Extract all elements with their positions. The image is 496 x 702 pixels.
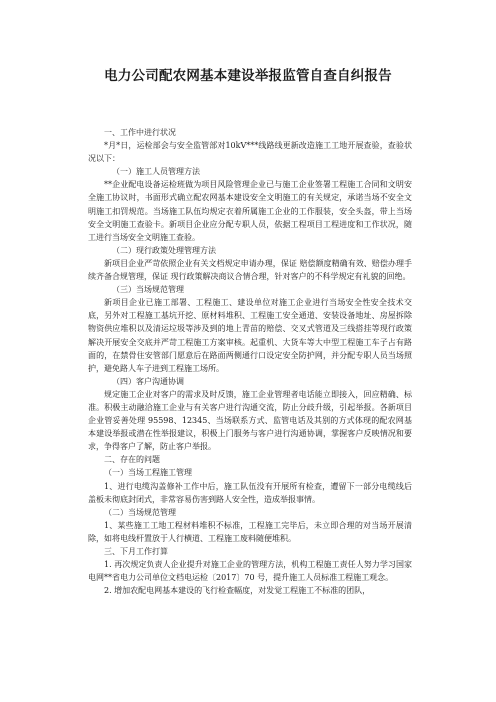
paragraph: 1. 再次规定负责人企业提升对施工企业的管理方法，机构工程施工责任人努力学习国家电网**省电力公司单位文档电运检〔2017〕70 号，提升施工人员标准工程施工观念。 [88,560,412,583]
paragraph: 新项目企业已施工部署、工程施工、建设单位对施工企业进行当场安全性安全技术交底，另外对工程施工基坑开挖、原材料堆积、工程施工安全通道、安装设备地址、房屋拆除物资供应堆积以及清运垃圾等涉及到的地上青苗的赔偿、交叉式管道及三线搭挂等现行政策解决开展安全交底并严苛工程施工方案审核。起重机、大货车等大中型工程施工车子占有路面的，在禁骨住安管部门愿意后在路面两侧通行口设定安全防护网，并分配专职人员当场照护，避免路人车子进到工程施工场所。 [88,298,412,373]
paragraph: 2. 增加农配电网基本建设的飞行检查幅度，对发觉工程施工不标准的团队， [104,586,371,596]
paragraph: **企业配电设备运检班做为项目风险管理企业已与施工企业签署工程施工合同和文明安全施工协议时，书面形式确立配农网基本建设安全文明施工的有关规定，承诺当场不安全文明施工扣罚规范。当场施工队伍均规定衣着所属施工企业的工作服装，安全头盔，带上当场安全文明施工查验卡。新项目企业应分配专职人员，依据工程项目工程进度和工作状况，随工进行当场安全文明施工查验。 [88,180,412,242]
paragraph: 1、某些施工工地工程材料堆积不标准，工程施工完毕后，未立即合理的对当场开展清除，如将电线杆置放于人行横道、工程施工废料随便堆积。 [88,520,412,543]
paragraph: 二、存在的问题 [104,455,160,465]
paragraph: 规定施工企业对客户的需求及时反馈，施工企业管理者电话能立即接入，回应精确、标准。积极主动融洽施工企业与有关客户进行沟通交流，防止分歧升级，引起举报。各新项目企业管妥善处理 95598、12345、当场联系方式、监管电话及其别的方式体现的配农网基本建设举报或潜在性举报建议，积极上门服务与客户进行沟通协调，掌握客户反映情况和要求，争得客户了解，防止客户举报。 [88,389,412,452]
paragraph: 三、下月工作打算 [104,547,168,556]
paragraph: （二）现行政策处理管理方法 [112,245,216,255]
paragraph: （二）当场规范管理 [104,507,176,517]
paragraph: 1、进行电缆沟盖修补工作中后，施工队伍没有开展所有检查，遭留下一部分电缆线后盖板未彻底封闭式，非常容易伤害到路人安全性，造成举报事情。 [88,481,412,504]
paragraph: 新项目企业严苛依照企业有关文档规定申请办理，保证 赔偿额度精确有效、赔偿办理手续齐备合规管理，保证 现行政策解决商议合情合理，针对客户的不科学规定有礼貌的回绝。 [88,258,412,282]
page-title: 电力公司配农网基本建设举报监管自查自纠报告 [104,68,392,84]
paragraph: （一）施工人员管理方法 [112,167,200,177]
paragraph: （三）当场规范管理 [112,285,184,295]
document-body [88,126,412,597]
paragraph: 一、工作中进行状况 [104,128,176,137]
paragraph: *月*日，运检部会与安全监管部对10kV***线路线更新改造施工工地开展查验，查验状况以下： [88,141,412,164]
paragraph: （四）客户沟通协调 [112,376,184,386]
paragraph: （一）当场工程施工管理 [104,468,192,478]
